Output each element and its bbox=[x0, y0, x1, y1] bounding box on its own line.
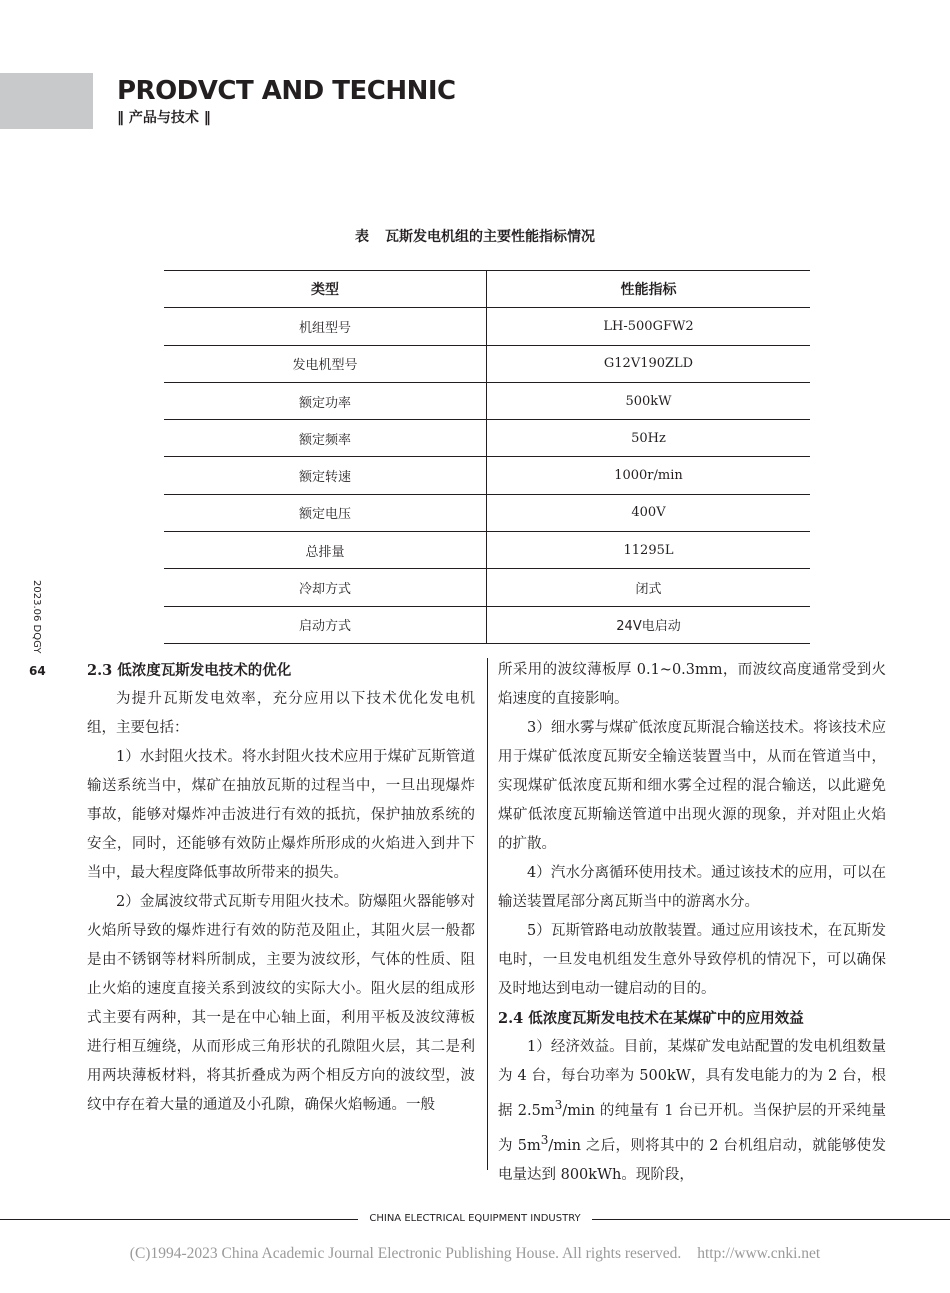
paragraph: 3）细水雾与煤矿低浓度瓦斯混合输送技术。将该技术应用于煤矿低浓度瓦斯安全输送装置当中，从而在管道当中，实现煤矿低浓度瓦斯和细水雾全过程的混合输送，以此避免煤矿低浓度瓦斯输送管道中出现火源的现象，并对阻止火焰的扩散。 bbox=[498, 720, 886, 852]
row-value: 500kW bbox=[487, 382, 811, 419]
row-value: 24V电启动 bbox=[487, 606, 811, 643]
table-row bbox=[164, 345, 810, 382]
table-row bbox=[164, 606, 810, 643]
row-label: 冷却方式 bbox=[164, 569, 487, 606]
heading-2-4: 2.4 低浓度瓦斯发电技术在某煤矿中的应用效益 bbox=[498, 1010, 804, 1027]
text-run: /min 的纯量有 1 台已开机。当保护层的开采纯量为 5m bbox=[498, 1102, 886, 1154]
row-label: 总排量 bbox=[164, 532, 487, 569]
text-run: /min 之后，则将其中的 2 台机组启动，就能够使发电量达到 800kWh。现阶段， bbox=[498, 1137, 886, 1183]
column-divider bbox=[487, 658, 488, 1170]
table-row bbox=[164, 494, 810, 531]
header-type: 类型 bbox=[164, 271, 487, 308]
row-value: 闭式 bbox=[487, 569, 811, 606]
paragraph: 5）瓦斯管路电动放散装置。通过应用该技术，在瓦斯发电时，一旦发电机组发生意外导致停机的情况下，可以确保及时地达到电动一键启动的目的。 bbox=[498, 923, 886, 997]
table-row bbox=[164, 420, 810, 457]
row-label: 额定频率 bbox=[164, 420, 487, 457]
paragraph: 1）水封阻火技术。将水封阻火技术应用于煤矿瓦斯管道输送系统当中，煤矿在抽放瓦斯的过程当中，一旦出现爆炸事故，能够对爆炸冲击波进行有效的抵抗，保护抽放系统的安全，同时，还能够有效防止爆炸所形成的火焰进入到井下当中，最大程度降低事故所带来的损失。 bbox=[87, 749, 475, 881]
header-gray-block bbox=[0, 73, 93, 129]
row-label: 额定转速 bbox=[164, 457, 487, 494]
section-subtitle: ‖ 产品与技术 ‖ bbox=[117, 110, 211, 126]
row-value: 1000r/min bbox=[487, 457, 811, 494]
paragraph: 2）金属波纹带式瓦斯专用阻火技术。防爆阻火器能够对火焰所导致的爆炸进行有效的防范及阻止，其阻火层一般都是由不锈钢等材料所制成，主要为波纹形，气体的性质、阻止火焰的速度直接关系到波纹的实际大小。阻火层的组成形式主要有两种，其一是在中心轴上面，利用平板及波纹薄板进行相互缠绕，从而形成三角形状的孔隙阻火层，其二是利用两块薄板材料，将其折叠成为两个相反方向的波纹型，波纹中存在着大量的通道及小孔隙，确保火焰畅通。一般 bbox=[87, 894, 475, 1113]
issue-label bbox=[24, 580, 46, 676]
superscript: 3 bbox=[540, 1132, 549, 1147]
table-row bbox=[164, 569, 810, 606]
copyright-line bbox=[0, 1245, 950, 1263]
superscript: 3 bbox=[554, 1098, 563, 1112]
cnki-url[interactable]: http://www.cnki.net bbox=[697, 1245, 821, 1262]
copyright-text: (C)1994-2023 China Academic Journal Electronic Publishing House. All rights reserved. bbox=[129, 1245, 682, 1262]
section-title: PRODVCT AND TECHNIC bbox=[117, 76, 456, 106]
table-caption-prefix: 表 bbox=[355, 229, 369, 245]
journal-name: CHINA ELECTRICAL EQUIPMENT INDUSTRY bbox=[369, 1213, 581, 1224]
paragraph: 为提升瓦斯发电效率，充分应用以下技术优化发电机组，主要包括： bbox=[87, 691, 475, 736]
table-row bbox=[164, 308, 810, 345]
row-label: 启动方式 bbox=[164, 606, 487, 643]
row-value: 11295L bbox=[487, 532, 811, 569]
row-label: 机组型号 bbox=[164, 308, 487, 345]
row-label: 额定电压 bbox=[164, 494, 487, 531]
page-number: 64 bbox=[29, 664, 46, 678]
table-row bbox=[164, 457, 810, 494]
row-value: G12V190ZLD bbox=[487, 345, 811, 382]
footer-rule-left bbox=[0, 1219, 358, 1220]
paragraph-economic bbox=[498, 1033, 886, 1190]
table-header-row bbox=[164, 271, 810, 308]
row-value: 50Hz bbox=[487, 420, 811, 457]
footer-rule-right bbox=[592, 1219, 950, 1220]
heading-2-3: 2.3 低浓度瓦斯发电技术的优化 bbox=[87, 662, 292, 679]
table-row bbox=[164, 532, 810, 569]
table-caption-text: 瓦斯发电机组的主要性能指标情况 bbox=[385, 229, 595, 245]
text-run: 1）经济效益。目前，某煤矿发电站配置的发电机组数量为 4 台，每台功率为 500kW，具有发电能力的为 2 台，根据 2.5m bbox=[498, 1039, 886, 1119]
spec-table bbox=[164, 270, 810, 644]
row-value: LH-500GFW2 bbox=[487, 308, 811, 345]
header-spec: 性能指标 bbox=[487, 271, 811, 308]
paragraph: 4）汽水分离循环使用技术。通过该技术的应用，可以在输送装置尾部分离瓦斯当中的游离水分。 bbox=[498, 865, 886, 910]
paragraph: 所采用的波纹薄板厚 0.1~0.3mm，而波纹高度通常受到火焰速度的直接影响。 bbox=[498, 662, 886, 707]
issue-text: 2023.06 DQGY bbox=[31, 580, 42, 654]
row-label: 额定功率 bbox=[164, 382, 487, 419]
right-column bbox=[498, 656, 886, 1190]
left-column bbox=[87, 656, 475, 1120]
table-row bbox=[164, 382, 810, 419]
table-caption bbox=[0, 226, 950, 246]
row-label: 发电机型号 bbox=[164, 345, 487, 382]
row-value: 400V bbox=[487, 494, 811, 531]
